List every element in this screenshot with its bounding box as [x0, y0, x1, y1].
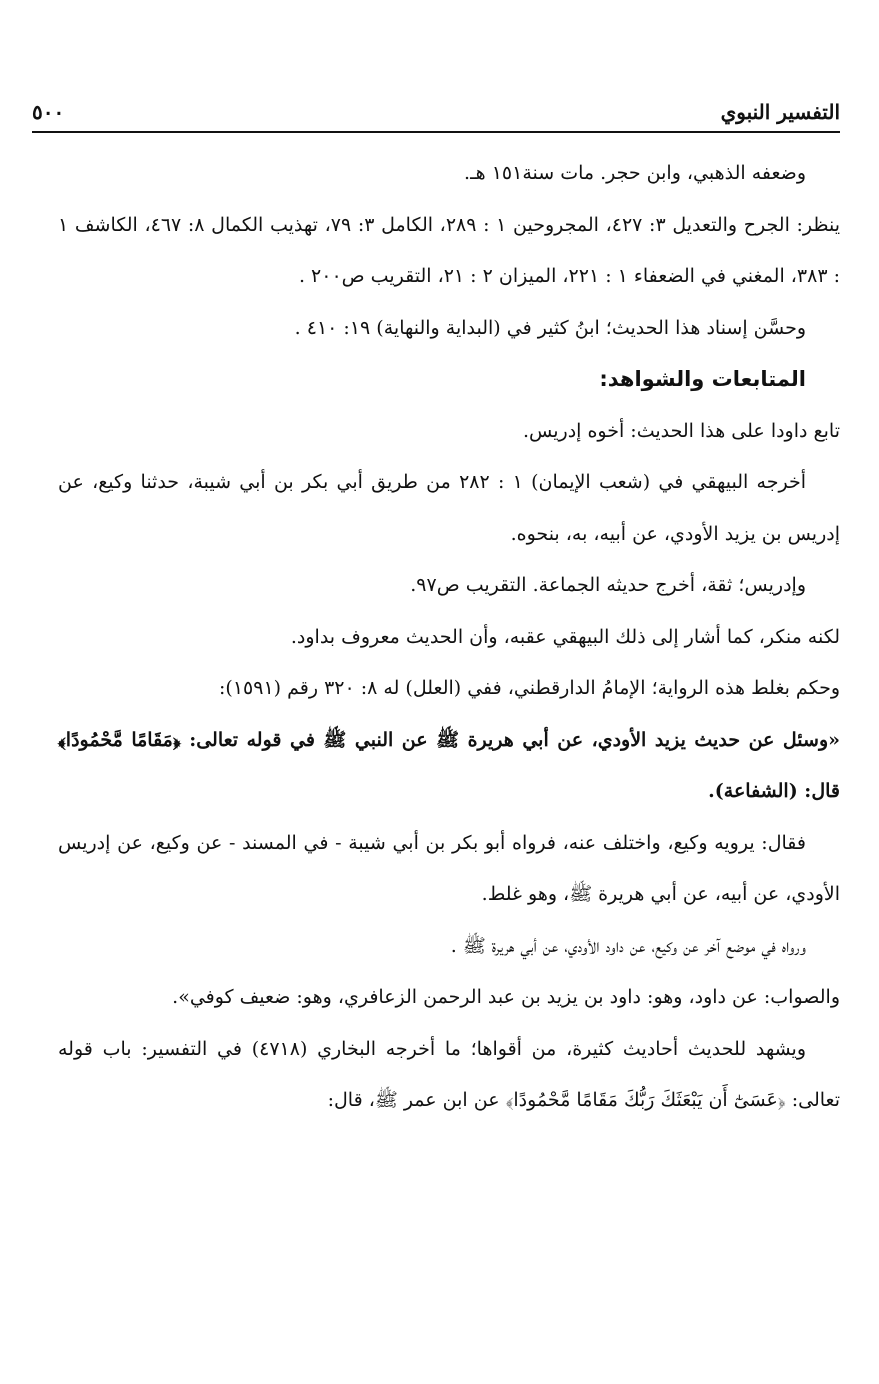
- paragraph-correct: والصواب: عن داود، وهو: داود بن يزيد بن عبد الرحمن الزعافري، وهو: ضعيف كوفي».: [172, 986, 840, 1008]
- paragraph-narrator-weakness: وضعفه الذهبي، وابن حجر. مات سنة١٥١ هـ.: [464, 162, 806, 184]
- paragraph-other-narration: ورواه في موضع آخر عن وكيع، عن داود الأودي، عن أبي هريرة ﷺ .: [450, 934, 806, 957]
- paragraph-witnesses: ويشهد للحديث أحاديث كثيرة، من أقواها؛ ما أخرجه البخاري (٤٧١٨) في التفسير: باب قوله تعالى: ﴿عَسَىٰٓ أَن يَبْعَثَكَ رَبُّكَ مَقَامًا مَّحْمُودًا﴾ عن ابن عمر ﷺ، قال:: [58, 1037, 840, 1111]
- header-rule: [32, 131, 840, 133]
- paragraph-follow-up: تابع داودا على هذا الحديث: أخوه إدريس.: [522, 419, 840, 442]
- paragraph-waki: فقال: يرويه وكيع، واختلف عنه، فرواه أبو بكر بن أبي شيبة - في المسند - عن وكيع، عن إدريس الأودي، عن أبيه، عن أبي هريرة ﷺ، وهو غلط.: [58, 831, 840, 905]
- section-heading: المتابعات والشواهد:: [599, 367, 806, 391]
- paragraph-munkar: لكنه منكر، كما أشار إلى ذلك البيهقي عقبه، وأن الحديث معروف بداود.: [290, 625, 840, 648]
- running-header: [32, 100, 840, 128]
- paragraph-bayhaqi: أخرجه البيهقي في (شعب الإيمان) ١ : ٢٨٢ من طريق أبي بكر بن أبي شيبة، حدثنا وكيع، عن إدريس بن يزيد الأودي، عن أبيه، به، بنحوه.: [58, 471, 840, 545]
- paragraph-idris: وإدريس؛ ثقة، أخرج حديثه الجماعة. التقريب ص٩٧.: [410, 574, 806, 596]
- main-text: [58, 148, 840, 1127]
- paragraph-references: ينظر: الجرح والتعديل ٣: ٤٢٧، المجروحين ١ : ٢٨٩، الكامل ٣: ٧٩، تهذيب الكمال ٨: ٤٦٧، الكاشف ١ : ٣٨٣، المغني في الضعفاء ١ : ٢٢١، الميزان ٢ : ٢١، التقريب ص٢٠٠ .: [58, 213, 840, 287]
- book-title: التفسير النبوي: [720, 100, 840, 124]
- paragraph-daraqutni: وحكم بغلط هذه الرواية؛ الإمامُ الدارقطني، ففي (العلل) له ٨: ٣٢٠ رقم (١٥٩١):: [219, 677, 840, 699]
- paragraph-quote: «وسئل عن حديث يزيد الأودي، عن أبي هريرة ﷺ عن النبي ﷺ في قوله تعالى: ﴿مَقَامًا مَّحْمُودًا﴾ قال: (الشفاعة).: [58, 728, 840, 802]
- page-number: ٥٠٠: [32, 100, 65, 124]
- paragraph-ibn-kathir: وحسَّن إسناد هذا الحديث؛ ابنُ كثير في (البداية والنهاية) ١٩: ٤١٠ .: [294, 316, 806, 339]
